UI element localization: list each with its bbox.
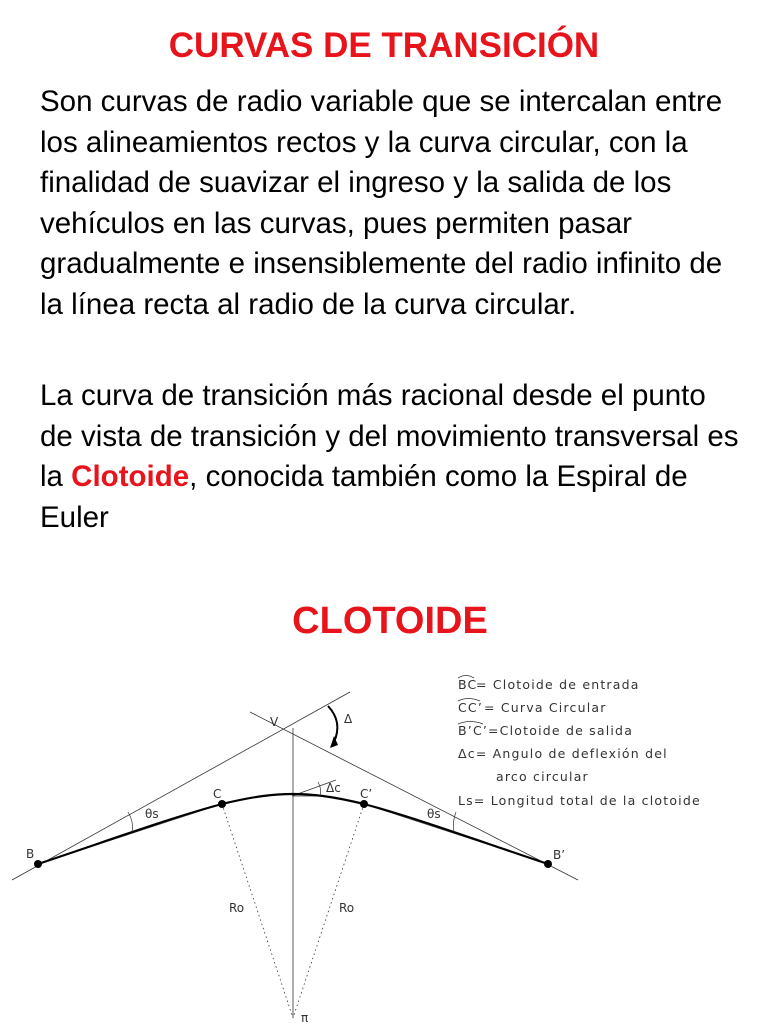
legend: [458, 676, 701, 809]
legend-text-3: =Clotoide de salida: [488, 723, 634, 738]
label-c: C: [213, 787, 222, 801]
section-title: CLOTOIDE: [292, 600, 488, 642]
label-center: π: [301, 1011, 309, 1024]
label-b-prime: B’: [553, 848, 566, 862]
delta-c-arc: [318, 782, 321, 796]
point-b: [34, 860, 42, 868]
point-b-prime: [544, 860, 552, 868]
legend-text-2: = Curva Circular: [484, 700, 607, 715]
label-delta: Δ: [344, 712, 353, 726]
label-ro-left: Ro: [229, 901, 245, 915]
theta-s-right-arc: [453, 812, 456, 832]
legend-text-4: Δc= Angulo de deflexión del: [458, 746, 668, 761]
point-c: [218, 800, 226, 808]
intro-paragraph: Son curvas de radio variable que se intercalan entre los alineamientos rectos y la curva circular, con la finalidad de suavizar el ingreso y la salida de los vehículos en las curvas, pues permiten pasar gradualmente e insensiblemente del radio infinito de la línea recta al radio de la curva circular.: [40, 85, 723, 321]
legend-text-5: arco circular: [496, 769, 589, 784]
delta-angle-arc: [328, 706, 337, 742]
delta-arrowhead: [330, 736, 338, 748]
tangent-line-left: [12, 692, 350, 880]
point-c-prime: [360, 800, 368, 808]
clothoid-diagram: [0, 660, 768, 1024]
clothoid-highlight: Clotoide: [71, 460, 190, 493]
label-delta-c: Δc: [326, 781, 341, 795]
legend-arc-2: CC’: [458, 700, 484, 715]
label-c-prime: C’: [360, 787, 373, 801]
clothoid-paragraph: [40, 376, 740, 538]
slide-title: CURVAS DE TRANSICIÓN: [168, 26, 600, 65]
label-theta-s-left: θs: [145, 807, 159, 821]
label-ro-right: Ro: [339, 901, 355, 915]
clothoid-paragraph-start: La curva de transición más racional desde el punto de vista de transición y del movimiento transversal es la: [40, 379, 739, 493]
label-v: V: [270, 715, 279, 729]
legend-arc-1: BC: [458, 677, 478, 692]
legend-text-6: Ls= Longitud total de la clotoide: [458, 793, 701, 808]
legend-text-1: = Clotoide de entrada: [476, 677, 640, 692]
label-theta-s-right: θs: [427, 807, 441, 821]
clothoid-paragraph-end: , conocida también como la Espiral de Euler: [40, 460, 688, 534]
label-b: B: [26, 847, 35, 861]
legend-arc-3: B’C’: [458, 723, 489, 738]
